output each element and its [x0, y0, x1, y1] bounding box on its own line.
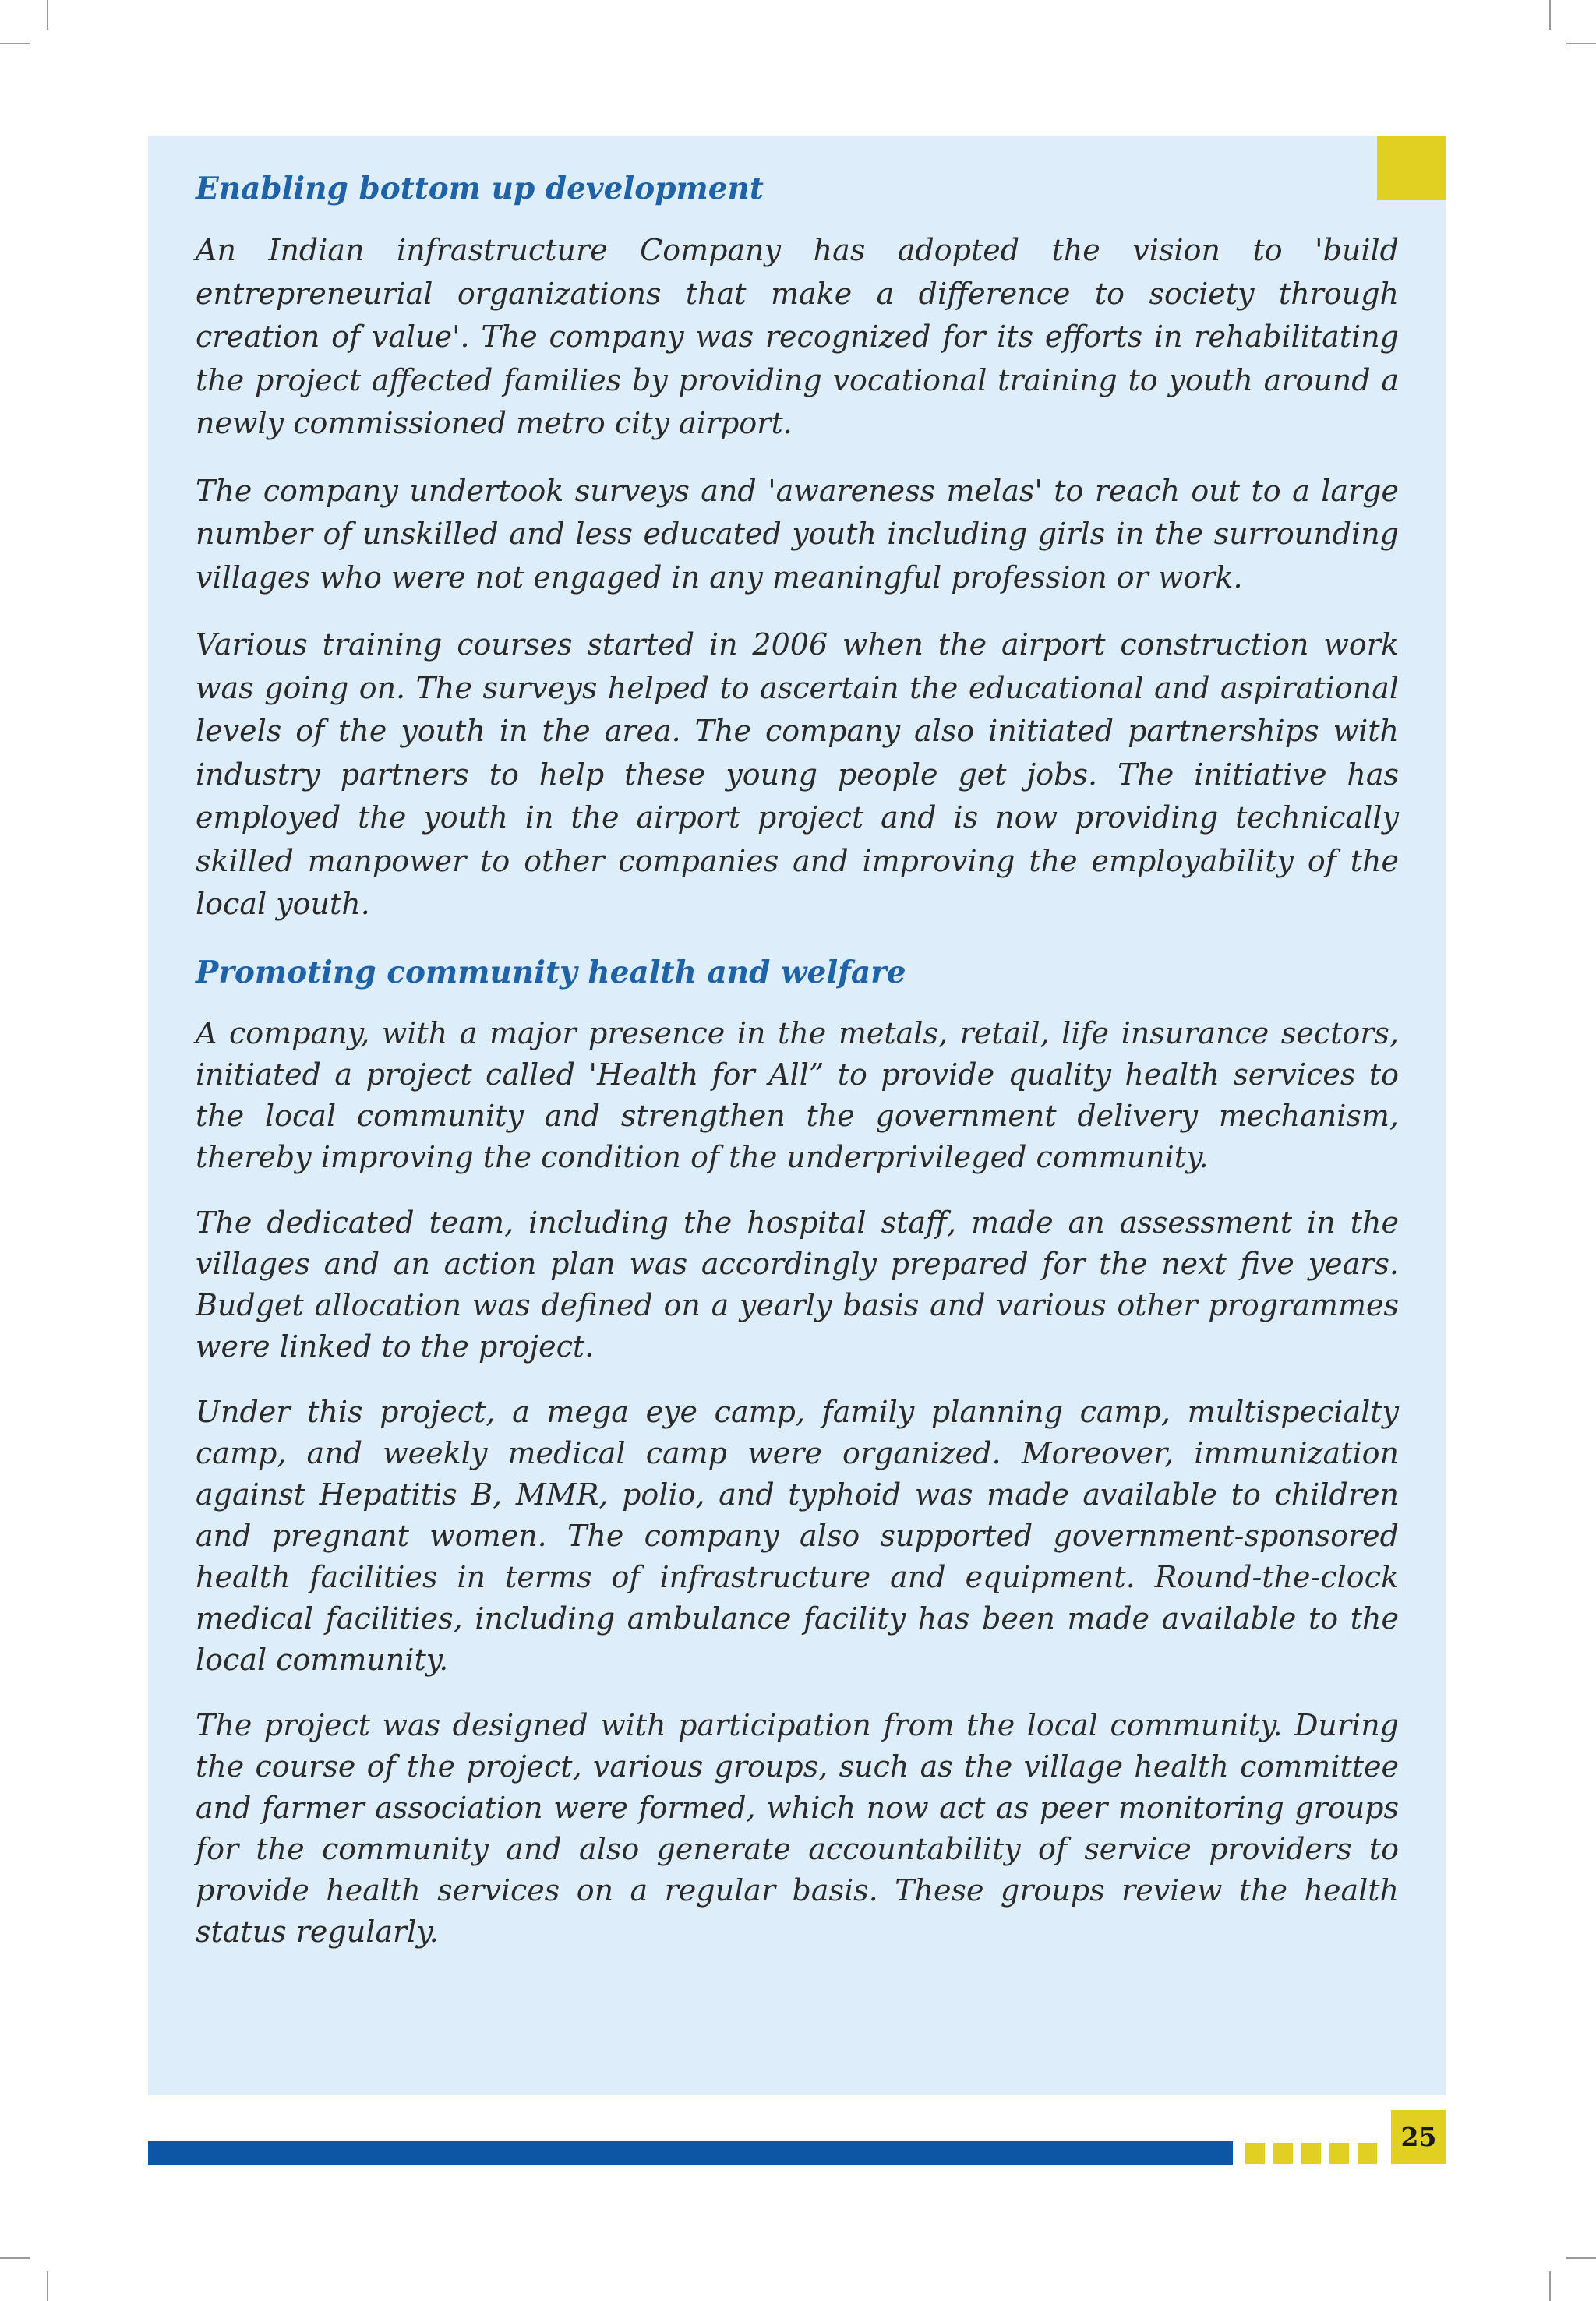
paragraph: The company undertook surveys and 'awareness melas' to reach out to a large number of unskilled and less educated youth including girls in the surrounding villages who were not engaged in any meaningful profession or work.: [196, 473, 1399, 595]
paragraph: The project was designed with participation from the local community. During the course of the project, various groups, such as the village health committee and farmer association were formed, which now act as peer monitoring groups for the community and also generate accountability of service providers to provide health services on a regular basis. These groups review the health status regularly.: [196, 1707, 1399, 1949]
paragraph: Under this project, a mega eye camp, family planning camp, multispecialty camp, and weekly medical camp were organized. Moreover, immunization against Hepatitis B, MMR, polio, and typhoid was made available to children and pregnant women. The company also supported government-sponsored health facilities in terms of infrastructure and equipment. Round-the-clock medical facilities, including ambulance facility has been made available to the local community.: [196, 1394, 1399, 1677]
page-number: 25: [1391, 2110, 1446, 2164]
paragraph: A company, with a major presence in the metals, retail, life insurance sectors, initiated a project called 'Health for All” to provide quality health services to the local community and strengthen the government delivery mechanism, thereby improving the condition of the underprivileged community.: [196, 1015, 1399, 1174]
crop-mark: [1566, 43, 1596, 44]
section-bottom-up-development: [196, 167, 1399, 926]
paragraph: The dedicated team, including the hospital staff, made an assessment in the villages and an action plan was accordingly prepared for the next five years. Budget allocation was defined on a yearly basis and various other programmes were linked to the project.: [196, 1205, 1399, 1364]
crop-mark: [0, 2257, 30, 2259]
paragraph: Various training courses started in 2006 when the airport construction work was going on. The surveys helped to ascertain the educational and aspirational levels of the youth in the area. The company also initiated partnerships with industry partners to help these young people get jobs. The initiative has employed the youth in the airport project and is now providing technically skilled manpower to other companies and improving the employability of the local youth.: [196, 627, 1399, 921]
crop-mark: [47, 2271, 48, 2301]
crop-mark: [1566, 2257, 1596, 2259]
footer-dash: [1301, 2143, 1321, 2164]
footer-dash: [1273, 2143, 1293, 2164]
footer-bar: [148, 2141, 1233, 2165]
footer-dash: [1329, 2143, 1349, 2164]
footer-dash: [1245, 2143, 1265, 2164]
crop-mark: [1549, 2271, 1551, 2301]
crop-mark: [47, 0, 48, 30]
section-heading: Promoting community health and welfare: [196, 954, 906, 990]
section-heading: Enabling bottom up development: [196, 171, 764, 206]
footer-dash: [1358, 2143, 1377, 2164]
crop-mark: [0, 43, 30, 44]
article-body: [196, 167, 1399, 1977]
section-community-health: [196, 951, 1399, 1953]
crop-mark: [1549, 0, 1551, 30]
paragraph: An Indian infrastructure Company has adopted the vision to 'build entrepreneurial organizations that make a difference to society through creation of value'. The company was recognized for its efforts in rehabilitating the project affected families by providing vocational training to youth around a newly commissioned metro city airport.: [196, 233, 1399, 440]
